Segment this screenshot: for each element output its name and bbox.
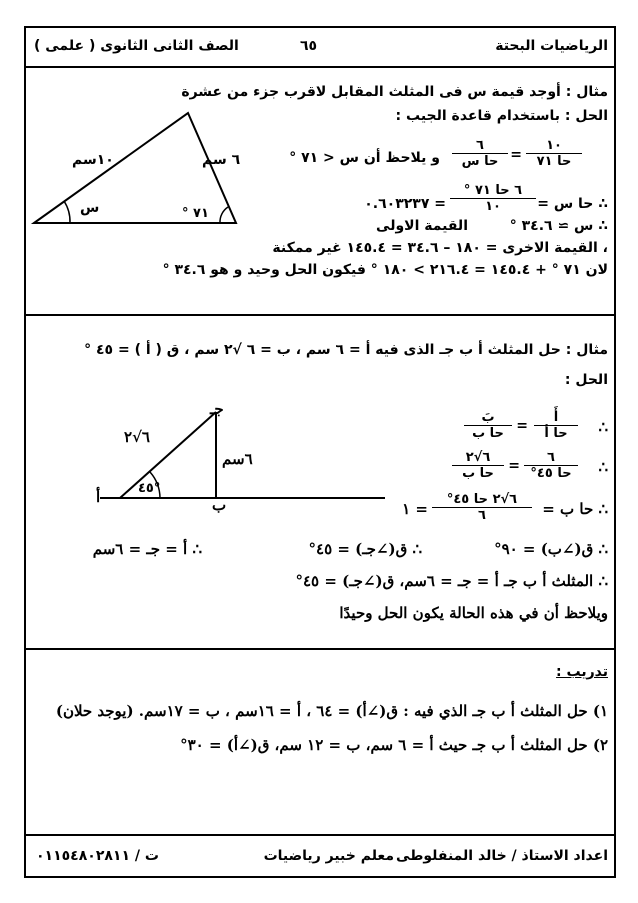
example2-line1-b [464, 410, 512, 441]
exercise-question-1: ١) حل المثلث أ ب جـ الذي فيه : ق(∠أ) = ٦٤ ، أ = ١٦سم ، ب = ١٧سم. (يوجد حلان) [55, 702, 608, 720]
example1-x-value: ∴ س ≃ ٣٤.٦ ° [509, 218, 608, 234]
line3-num: ٦√٢ حا ٤٥° [432, 492, 532, 508]
example1-ratio-left [526, 138, 582, 169]
example1-note: و يلاحظ أن س < ٧١ ° [289, 150, 440, 166]
example2-line3-lhs: ∴ حا ب = [542, 500, 608, 518]
example1-angle-71-label: ٧١ ° [182, 206, 209, 221]
example2-line4-c: ∴ أ = جـ = ٦سم [92, 540, 202, 558]
example1-angle-x-label: س [80, 200, 100, 216]
footer-role: معلم خبير رياضيات [263, 848, 394, 864]
example2-solution-label: الحل : [564, 372, 608, 388]
exercise-title: تدريب : [556, 664, 608, 680]
example1-sin-rhs: = ٠.٦٠٣٢٣٧ [364, 196, 446, 212]
example1-triangle [30, 108, 270, 228]
example1-side-right-label: ٦ سم [202, 152, 241, 168]
example2-line4-b: ∴ ق(∠جـ) = ٤٥° [308, 540, 422, 558]
section-divider-1 [26, 314, 614, 316]
example1-side-left-label: ١٠سم [72, 152, 114, 168]
header-grade: الصف الثانى الثانوى ( علمى ) [34, 38, 239, 54]
ratio-left-denominator: حا ٧١ [536, 154, 572, 169]
line2-b-num: ٦√٢ [452, 450, 504, 466]
ratio-right-denominator: حا س [461, 154, 499, 169]
example2-question: مثال : حل المثلث أ ب جـ الذى فيه أ = ٦ سم ، ب = ٦ √٢ سم ، ق ( أ ) = ٤٥ ° [84, 342, 608, 358]
example1-question: مثال : أوجد قيمة س فى المثلث المقابل لاقرب جزء من عشرة [181, 84, 608, 100]
line1-a-den: حا أ [544, 426, 568, 441]
example1-sin-fraction [450, 183, 536, 214]
header-page-number: ٦٥ [300, 38, 318, 54]
header-subject: الرياضيات البحتة [495, 38, 608, 54]
sin-fraction-numerator: ٦ حا ٧١ ° [450, 183, 536, 199]
example2-vertex-a: أ [96, 488, 101, 506]
header-divider [26, 66, 614, 68]
exercise-question-2: ٢) حل المثلث أ ب جـ حيث أ = ٦ سم، ب = ١٢ سم، ق(∠أ) = ٣٠° [180, 736, 608, 754]
example2-line6: ويلاحظ أن في هذه الحالة يكون الحل وحيدًا [339, 604, 608, 622]
example1-ratio-equals: = [510, 147, 522, 163]
example2-side-hyp: ٦√٢ [124, 428, 150, 446]
example2-line3-fraction [432, 492, 532, 523]
line1-b-den: حا ب [472, 426, 504, 441]
example2-line1-a [534, 410, 578, 441]
example1-solution-label: الحل : باستخدام قاعدة الجيب : [395, 108, 608, 124]
example2-line2-eq: = [508, 458, 520, 474]
example1-first-value: القيمة الاولى [376, 218, 468, 234]
example2-line4-a: ∴ ق(∠ب) = ٩٠° [494, 540, 608, 558]
footer-divider [26, 834, 614, 836]
example1-sin-lhs: ∴ حا س = [537, 196, 608, 212]
example2-line3-rhs: = ١ [402, 500, 428, 518]
example1-ratio-right [452, 138, 508, 169]
line2-a-num: ٦ [524, 450, 578, 466]
sin-fraction-denominator: ١٠ [485, 199, 501, 214]
example2-therefore-1: ∴ [598, 418, 608, 436]
ratio-left-numerator: ١٠ [526, 138, 582, 154]
line2-a-den: حا ٤٥° [530, 466, 572, 481]
example1-other-value: ، القيمة الاخرى = ١٨٠ – ٣٤.٦ = ١٤٥.٤ غير ممكنة [272, 240, 608, 256]
footer-phone: ت / ٠١١٥٤٨٠٢٨١١ [36, 848, 159, 864]
line2-b-den: حا ب [462, 466, 494, 481]
example2-line2-b [452, 450, 504, 481]
footer-author: اعداد الاستاذ / خالد المنفلوطى [396, 848, 608, 864]
line1-a-num: أَ [534, 410, 578, 426]
line3-den: ٦ [478, 508, 486, 523]
example2-line2-a [524, 450, 578, 481]
example2-line1-eq: = [516, 418, 528, 434]
example1-reason: لان ٧١ ° + ١٤٥.٤ = ٢١٦.٤ > ١٨٠ ° فيكون الحل وحيد و هو ٣٤.٦ ° [162, 262, 608, 278]
section-divider-2 [26, 648, 614, 650]
example2-side-vert: ٦سم [222, 450, 253, 468]
example2-line5: ∴ المثلث أ ب جـ أ = جـ = ٦سم، ق(∠جـ) = ٤٥° [295, 572, 608, 590]
example2-vertex-b: ب [212, 496, 227, 514]
example2-vertex-c: جـ [210, 400, 224, 418]
example2-angle: °٤٥ [138, 481, 161, 496]
ratio-right-numerator: ٦ [452, 138, 508, 154]
line1-b-num: بَ [464, 410, 512, 426]
example2-therefore-2: ∴ [598, 458, 608, 476]
